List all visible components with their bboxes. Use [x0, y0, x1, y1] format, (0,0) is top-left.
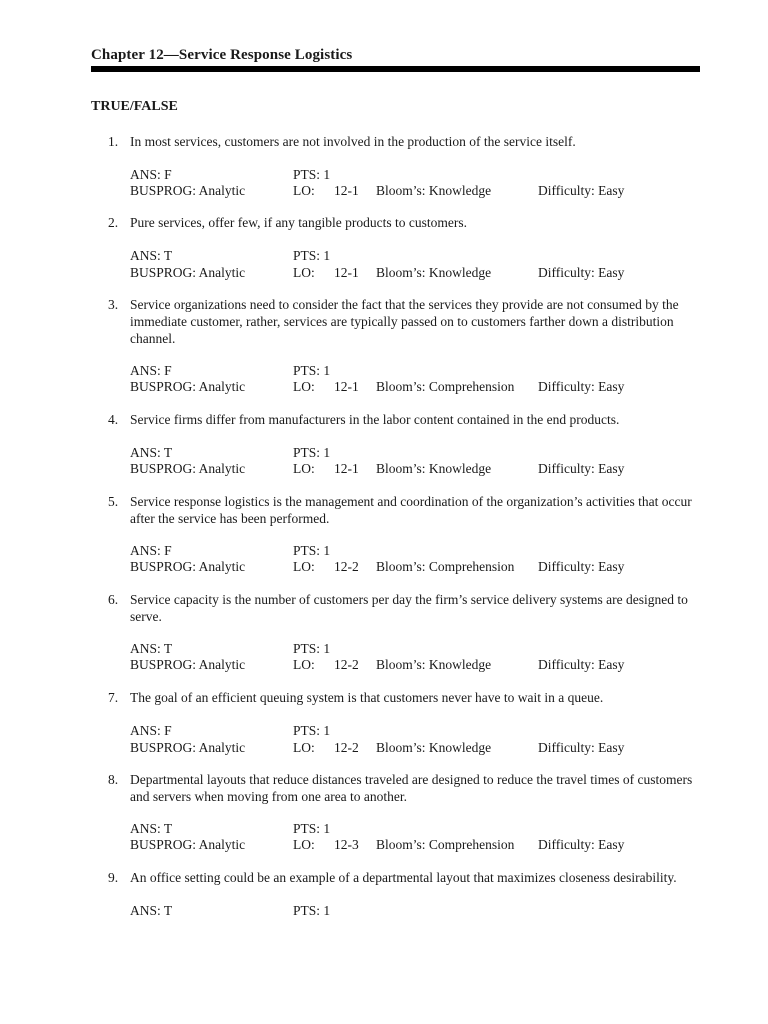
difficulty: Difficulty: Easy — [538, 657, 625, 672]
answer-row — [0, 640, 768, 657]
question-number: 3. — [108, 297, 119, 312]
difficulty: Difficulty: Easy — [538, 461, 625, 476]
busprog: BUSPROG: Analytic — [130, 379, 246, 394]
meta-row — [0, 460, 768, 477]
lo-label: LO: — [293, 265, 315, 280]
lo-value: 12-2 — [334, 740, 359, 755]
question-number: 1. — [108, 134, 119, 149]
answer-row — [0, 362, 768, 379]
bloom-level: Bloom’s: Comprehension — [376, 559, 515, 574]
question-number: 4. — [108, 412, 119, 427]
meta-row — [0, 182, 768, 199]
meta-row — [0, 378, 768, 395]
bloom-level: Bloom’s: Comprehension — [376, 837, 515, 852]
chapter-title: Chapter 12—Service Response Logistics — [91, 47, 353, 63]
lo-value: 12-1 — [334, 183, 359, 198]
lo-value: 12-1 — [334, 265, 359, 280]
question-number: 8. — [108, 772, 119, 787]
busprog: BUSPROG: Analytic — [130, 559, 246, 574]
question-text: The goal of an efficient queuing system is that customers never have to wait in a queue. — [130, 690, 604, 705]
title-rule — [91, 66, 700, 72]
answer-row — [0, 722, 768, 739]
question-text: Pure services, offer few, if any tangible products to customers. — [130, 215, 468, 230]
lo-label: LO: — [293, 837, 315, 852]
answer-row — [0, 247, 768, 264]
answer-row — [0, 542, 768, 559]
lo-value: 12-2 — [334, 657, 359, 672]
busprog: BUSPROG: Analytic — [130, 461, 246, 476]
answer: ANS: T — [130, 641, 173, 656]
question-text: Service response logistics is the management and coordination of the organization’s activities that occur after the service has been performed. — [130, 494, 692, 526]
meta-row — [0, 558, 768, 575]
points: PTS: 1 — [293, 723, 331, 738]
question-text: In most services, customers are not involved in the production of the service itself. — [130, 134, 576, 149]
meta-row — [0, 264, 768, 281]
answer: ANS: T — [130, 903, 173, 918]
bloom-level: Bloom’s: Knowledge — [376, 265, 492, 280]
points: PTS: 1 — [293, 167, 331, 182]
busprog: BUSPROG: Analytic — [130, 740, 246, 755]
points: PTS: 1 — [293, 363, 331, 378]
answer: ANS: F — [130, 543, 172, 558]
points: PTS: 1 — [293, 821, 331, 836]
lo-value: 12-2 — [334, 559, 359, 574]
question-number: 7. — [108, 690, 119, 705]
answer: ANS: F — [130, 363, 172, 378]
lo-label: LO: — [293, 657, 315, 672]
difficulty: Difficulty: Easy — [538, 559, 625, 574]
question-text: Service capacity is the number of customers per day the firm’s service delivery systems are designed to serve. — [130, 592, 688, 624]
question-text: Departmental layouts that reduce distances traveled are designed to reduce the travel times of customers and servers when moving from one area to another. — [130, 772, 693, 804]
answer: ANS: F — [130, 167, 172, 182]
lo-label: LO: — [293, 183, 315, 198]
meta-row — [0, 836, 768, 853]
points: PTS: 1 — [293, 248, 331, 263]
answer: ANS: T — [130, 445, 173, 460]
answer-row — [0, 166, 768, 183]
difficulty: Difficulty: Easy — [538, 265, 625, 280]
points: PTS: 1 — [293, 445, 331, 460]
busprog: BUSPROG: Analytic — [130, 183, 246, 198]
bloom-level: Bloom’s: Knowledge — [376, 657, 492, 672]
question-text: Service firms differ from manufacturers in the labor content contained in the end products. — [130, 412, 620, 427]
bloom-level: Bloom’s: Knowledge — [376, 740, 492, 755]
lo-label: LO: — [293, 559, 315, 574]
busprog: BUSPROG: Analytic — [130, 265, 246, 280]
bloom-level: Bloom’s: Comprehension — [376, 379, 515, 394]
meta-row — [0, 739, 768, 756]
lo-value: 12-3 — [334, 837, 359, 852]
difficulty: Difficulty: Easy — [538, 379, 625, 394]
answer: ANS: F — [130, 723, 172, 738]
question-text: Service organizations need to consider the fact that the services they provide are not consumed by the immediate customer, rather, services are typically passed on to customers farther down a distribution channel. — [130, 297, 679, 346]
question-number: 9. — [108, 870, 119, 885]
lo-value: 12-1 — [334, 379, 359, 394]
question-number: 6. — [108, 592, 119, 607]
points: PTS: 1 — [293, 903, 331, 918]
question-number: 5. — [108, 494, 119, 509]
lo-label: LO: — [293, 461, 315, 476]
meta-row — [0, 656, 768, 673]
bloom-level: Bloom’s: Knowledge — [376, 183, 492, 198]
difficulty: Difficulty: Easy — [538, 837, 625, 852]
answer-row — [0, 820, 768, 837]
difficulty: Difficulty: Easy — [538, 183, 625, 198]
lo-label: LO: — [293, 740, 315, 755]
section-heading: TRUE/FALSE — [91, 99, 178, 114]
lo-label: LO: — [293, 379, 315, 394]
points: PTS: 1 — [293, 641, 331, 656]
answer-row — [0, 444, 768, 461]
busprog: BUSPROG: Analytic — [130, 657, 246, 672]
answer-row — [0, 902, 768, 919]
busprog: BUSPROG: Analytic — [130, 837, 246, 852]
points: PTS: 1 — [293, 543, 331, 558]
answer: ANS: T — [130, 821, 173, 836]
question-number: 2. — [108, 215, 119, 230]
lo-value: 12-1 — [334, 461, 359, 476]
question-text: An office setting could be an example of a departmental layout that maximizes closeness desirability. — [130, 870, 677, 885]
difficulty: Difficulty: Easy — [538, 740, 625, 755]
bloom-level: Bloom’s: Knowledge — [376, 461, 492, 476]
answer: ANS: T — [130, 248, 173, 263]
